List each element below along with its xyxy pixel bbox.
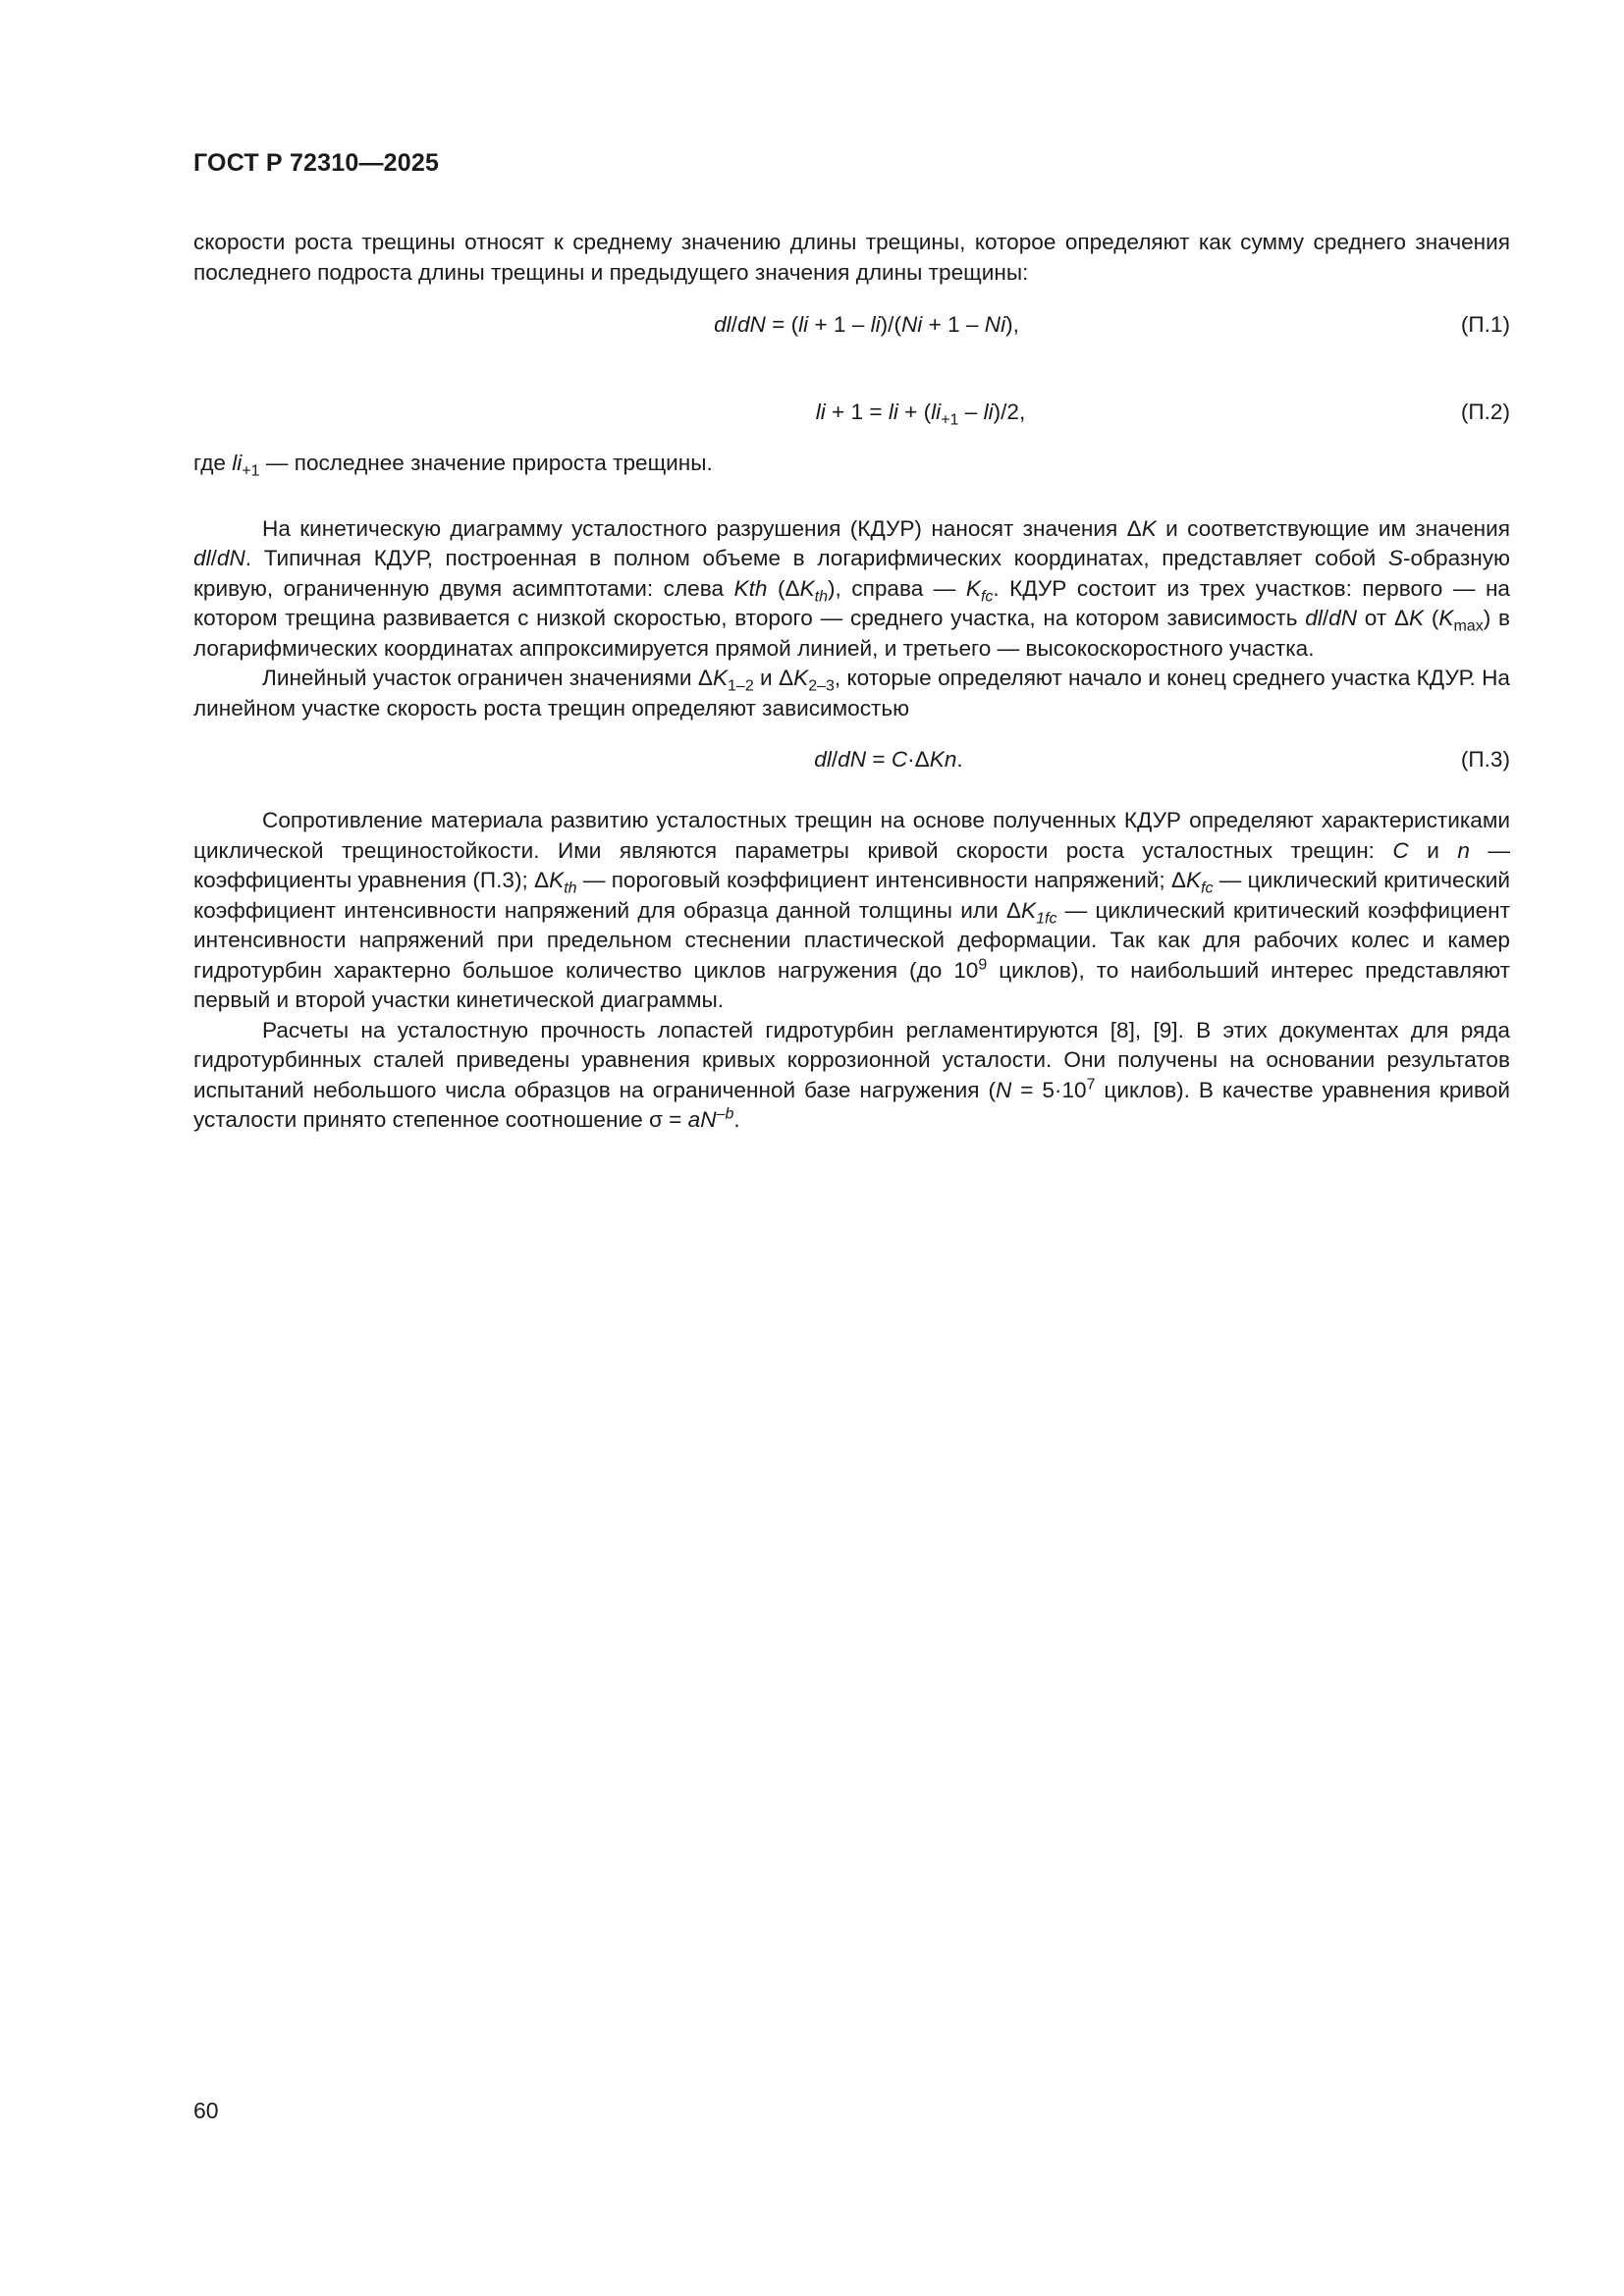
formula-p1-number: (П.1) [1460, 312, 1510, 337]
paragraph-linear: Линейный участок ограничен значениями $\Delta K_{1-2}$ и $\Delta K_{2-3}$, которые определяют начало и конец среднего участка КДУР. На линейном участке скорость роста трещин определяют зависимостью [193, 666, 1510, 721]
where-clause: где $li_{+1}$ — последнее значение прироста трещины. [193, 451, 713, 480]
where-suffix: — последнее значение прироста трещины. [265, 451, 713, 475]
page-number: 60 [193, 2098, 219, 2123]
formula-p2-expression: li + 1 = li + $(li_{+1} - li)/2$, [815, 400, 1026, 429]
formula-p1 [193, 310, 1510, 340]
intro-paragraph: скорости роста трещины относят к среднему значению длины трещины, которое определяют как сумму среднего значения последнего подроста длины трещины и предыдущего значения длины трещины: [193, 230, 1510, 285]
formula-p2 [193, 398, 1510, 427]
formula-p2-number: (П.2) [1460, 400, 1510, 424]
formula-p3 [193, 745, 1510, 774]
page-content [193, 228, 1510, 1136]
paragraph-kdur: На кинетическую диаграмму усталостного разрушения (КДУР) наносят значения ΔK и соответствующие им значения dl/dN. Типичная КДУР, построенная в полном объеме в логарифмических координатах, представляет собой S-образную кривую, ограниченную двумя асимптотами: слева Kth $(\Delta K_{th})$, справа — $K_{fc}$. КДУР состоит из трех участков: первого — на котором трещина развивается с низкой скоростью, второго — среднего участка, на котором зависимость dl/dN от ΔK $(K_{max})$ в логарифмических координатах аппроксимируется прямой линией, и третьего — высокоскоростного участка. [193, 515, 1510, 661]
paragraph-resistance: Сопротивление материала развитию усталостных трещин на основе полученных КДУР определяют характеристиками циклической трещиностойкости. Ими являются параметры кривой скорости роста усталостных трещин: C и n — коэффициенты уравнения (П.3); $\Delta K_{th}$ — пороговый коэффициент интенсивности напряжений; $\Delta K_{fc}$ — циклический критический коэффициент интенсивности напряжений для образца данной толщины или $\Delta K_{1fc}$ — циклический критический коэффициент интенсивности напряжений при предельном стеснении пластической деформации. Так как для рабочих колес и камер гидротурбин характерно большое количество циклов нагружения (до $10^9$ циклов), то наибольший интерес представляют первый и второй участки кинетической диаграммы. [193, 808, 1510, 1012]
where-prefix: где [193, 451, 226, 475]
formula-p3-expression: dl/dN = C·ΔKn. [814, 747, 963, 772]
paragraph-calculations: Расчеты на усталостную прочность лопастей гидротурбин регламентируются [8], [9]. В этих документах для ряда гидротурбинных сталей приведены уравнения кривых коррозионной усталости. Они получены на основании результатов испытаний небольшого числа образцов на ограниченной базе нагружения ($N = 5\cdot 10^7$ циклов). В качестве уравнения кривой усталости принято степенное соотношение $\sigma = aN^{-b}$. [193, 1017, 1510, 1132]
formula-p3-number: (П.3) [1460, 747, 1510, 772]
formula-p1-expression: dl/dN = (li + 1 – li)/(Ni + 1 – Ni), [714, 312, 1019, 337]
document-header: ГОСТ Р 72310—2025 [193, 149, 440, 177]
